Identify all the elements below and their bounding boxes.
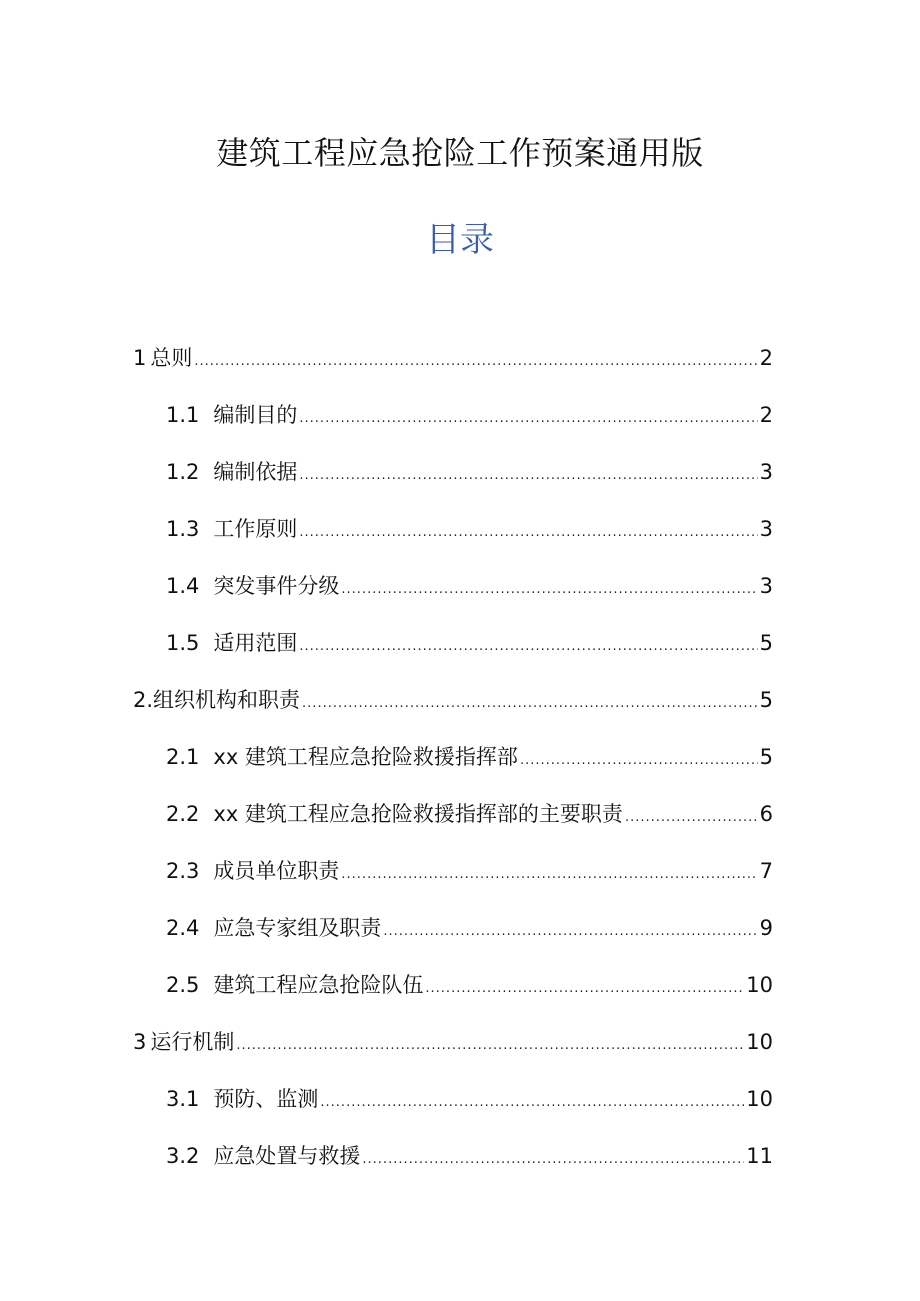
- toc-entry-page: 9: [759, 916, 773, 940]
- toc-entry-title: xx 建筑工程应急抢险救援指挥部的主要职责: [213, 802, 623, 826]
- toc-entry-page: 10: [746, 1087, 773, 1111]
- toc-entry-1-2[interactable]: [133, 450, 773, 507]
- toc-entry-1[interactable]: [133, 336, 773, 393]
- toc-entry-number: 1.5: [166, 631, 200, 655]
- dot-leader: [362, 1138, 744, 1182]
- dot-leader: [625, 796, 758, 840]
- table-of-contents: [133, 336, 773, 1191]
- toc-entry-1-5[interactable]: [133, 621, 773, 678]
- toc-entry-number: 2.5: [166, 973, 200, 997]
- toc-entry-title: 预防、监测: [213, 1087, 319, 1111]
- toc-entry-number: 2.4: [166, 916, 200, 940]
- toc-entry-page: 5: [759, 745, 773, 769]
- dot-leader: [299, 397, 757, 441]
- toc-entry-title: 成员单位职责: [213, 859, 340, 883]
- toc-entry-number: 3: [133, 1030, 147, 1054]
- toc-entry-number: 2.: [133, 688, 154, 712]
- toc-entry-1-3[interactable]: [133, 507, 773, 564]
- toc-entry-number: 2.3: [166, 859, 200, 883]
- toc-entry-page: 2: [759, 346, 773, 370]
- toc-entry-title: 组织机构和职责: [153, 688, 301, 712]
- toc-entry-2-5[interactable]: [133, 963, 773, 1020]
- dot-leader: [299, 511, 757, 555]
- toc-entry-1-1[interactable]: [133, 393, 773, 450]
- toc-entry-title: 适用范围: [213, 631, 298, 655]
- toc-entry-page: 3: [759, 574, 773, 598]
- dot-leader: [341, 853, 757, 897]
- toc-entry-2-2[interactable]: [133, 792, 773, 849]
- document-title: 建筑工程应急抢险工作预案通用版: [216, 134, 704, 172]
- dot-leader: [341, 568, 757, 612]
- toc-entry-2-4[interactable]: [133, 906, 773, 963]
- dot-leader: [383, 910, 757, 954]
- toc-entry-2[interactable]: [133, 678, 773, 735]
- dot-leader: [320, 1081, 744, 1125]
- toc-entry-title: 突发事件分级: [213, 574, 340, 598]
- toc-entry-title: 运行机制: [150, 1030, 235, 1054]
- toc-entry-page: 7: [759, 859, 773, 883]
- toc-entry-1-4[interactable]: [133, 564, 773, 621]
- toc-entry-number: 2.2: [166, 802, 200, 826]
- toc-entry-title: 编制依据: [213, 460, 298, 484]
- toc-entry-page: 5: [759, 631, 773, 655]
- toc-entry-title: 应急专家组及职责: [213, 916, 382, 940]
- toc-entry-title: 建筑工程应急抢险队伍: [213, 973, 424, 997]
- toc-entry-page: 2: [759, 403, 773, 427]
- dot-leader: [194, 340, 757, 384]
- toc-entry-page: 3: [759, 460, 773, 484]
- toc-entry-number: 1.3: [166, 517, 200, 541]
- toc-entry-page: 5: [759, 688, 773, 712]
- toc-entry-title: xx 建筑工程应急抢险救援指挥部: [213, 745, 518, 769]
- dot-leader: [236, 1024, 744, 1068]
- toc-entry-title: 应急处置与救援: [213, 1144, 361, 1168]
- toc-entry-title: 总则: [150, 346, 193, 370]
- toc-entry-page: 11: [746, 1144, 773, 1168]
- toc-entry-2-1[interactable]: [133, 735, 773, 792]
- dot-leader: [520, 739, 758, 783]
- toc-entry-page: 3: [759, 517, 773, 541]
- toc-entry-number: 1: [133, 346, 147, 370]
- toc-entry-3[interactable]: [133, 1020, 773, 1077]
- toc-entry-title: 编制目的: [213, 403, 298, 427]
- dot-leader: [425, 967, 744, 1011]
- toc-entry-page: 6: [759, 802, 773, 826]
- toc-entry-title: 工作原则: [213, 517, 298, 541]
- toc-heading: 目录: [426, 220, 494, 260]
- toc-entry-number: 3.1: [166, 1087, 200, 1111]
- toc-entry-number: 1.2: [166, 460, 200, 484]
- toc-entry-3-1[interactable]: [133, 1077, 773, 1134]
- toc-entry-number: 1.4: [166, 574, 200, 598]
- dot-leader: [299, 454, 757, 498]
- toc-entry-2-3[interactable]: [133, 849, 773, 906]
- toc-entry-number: 1.1: [166, 403, 200, 427]
- dot-leader: [302, 682, 758, 726]
- dot-leader: [299, 625, 757, 669]
- toc-entry-3-2[interactable]: [133, 1134, 773, 1191]
- toc-entry-number: 3.2: [166, 1144, 200, 1168]
- toc-entry-page: 10: [746, 973, 773, 997]
- toc-entry-number: 2.1: [166, 745, 200, 769]
- toc-entry-page: 10: [746, 1030, 773, 1054]
